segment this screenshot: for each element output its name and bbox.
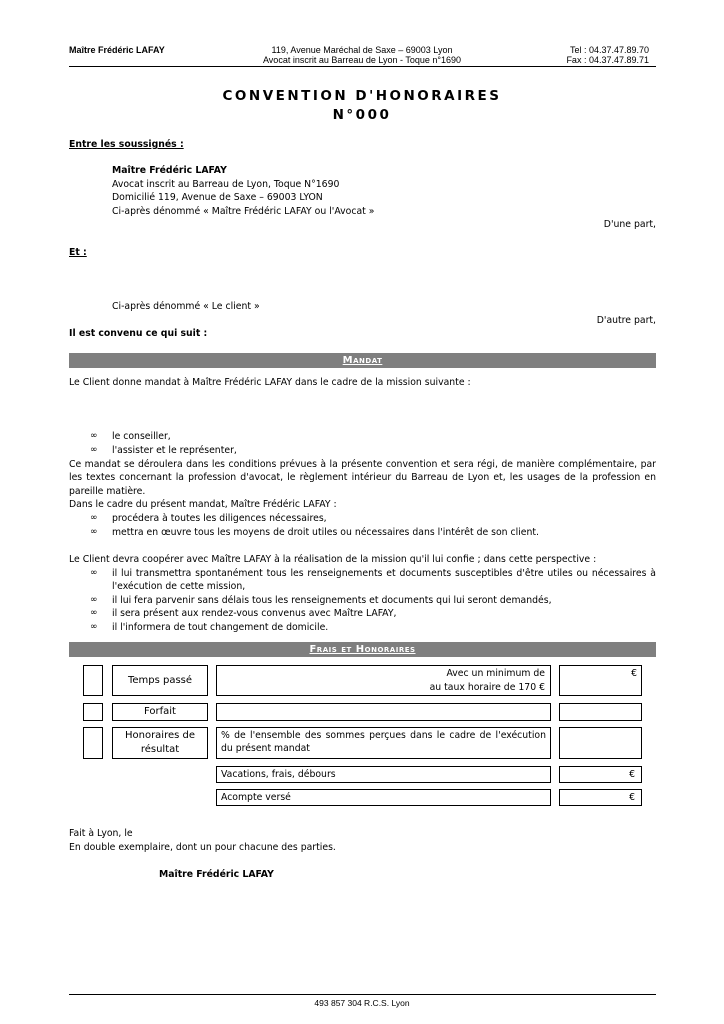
lawyer-line-1: Avocat inscrit au Barreau de Lyon, Toque N°1690 — [112, 179, 340, 190]
temps-passe-amount[interactable] — [559, 665, 642, 696]
vacations-amount[interactable] — [559, 766, 642, 783]
mandat-item: il l'informera de tout changement de domicile. — [112, 622, 329, 633]
mandat-item: il lui transmettra spontanément tous les renseignements et documents susceptibles d'être utiles ou nécessaires à l'exécution de cette mission, — [112, 568, 656, 593]
temps-passe-label: Temps passé — [112, 665, 208, 696]
header-tel: Tel : 04.37.47.89.70 — [569, 45, 649, 55]
and-label: Et : — [69, 247, 87, 258]
footer-rule — [69, 994, 656, 995]
closing-copies: En double exemplaire, dont un pour chacune des parties. — [69, 842, 336, 853]
mandat-intro: Le Client donne mandat à Maître Frédéric LAFAY dans le cadre de la mission suivante : — [69, 377, 471, 388]
bullet-icon: ∞ — [90, 595, 98, 605]
bullet-icon: ∞ — [90, 568, 98, 578]
part-one: D'une part, — [603, 219, 656, 230]
mandat-item: il lui fera parvenir sans délais tous les renseignements et documents qui lui seront demandés, — [112, 595, 552, 606]
mandat-paragraph-3: Le Client devra coopérer avec Maître LAFAY à la réalisation de la mission qu'il lui confie ; dans cette perspective : — [69, 554, 597, 565]
resultat-detail[interactable]: % de l'ensemble des sommes perçues dans le cadre de l'exécution du présent mandat — [216, 727, 551, 759]
temps-passe-checkbox[interactable] — [83, 665, 103, 696]
part-two: D'autre part, — [596, 315, 656, 326]
bullet-icon: ∞ — [90, 608, 98, 618]
footer-rcs: 493 857 304 R.C.S. Lyon — [314, 998, 410, 1008]
euro-sign: € — [629, 769, 635, 780]
acompte-label: Acompte versé — [216, 789, 551, 806]
acompte-amount[interactable] — [559, 789, 642, 806]
forfait-checkbox[interactable] — [83, 703, 103, 721]
forfait-detail[interactable] — [216, 703, 551, 721]
bullet-icon: ∞ — [90, 622, 98, 632]
header-rule — [69, 66, 656, 67]
euro-sign: € — [629, 792, 635, 803]
temps-passe-detail[interactable] — [216, 665, 551, 696]
bullet-icon: ∞ — [90, 445, 98, 455]
bullet-icon: ∞ — [90, 513, 98, 523]
resultat-label: Honoraires de résultat — [112, 727, 208, 759]
bullet-icon: ∞ — [90, 431, 98, 441]
lawyer-line-2: Domicilié 119, Avenue de Saxe – 69003 LYON — [112, 192, 323, 203]
resultat-amount[interactable] — [559, 727, 642, 759]
bullet-icon: ∞ — [90, 527, 98, 537]
agreed-line: Il est convenu ce qui suit : — [69, 328, 208, 339]
document-number: N°000 — [332, 107, 392, 123]
minimum-line-2: au taux horaire de 170 € — [429, 682, 545, 693]
mandat-item: mettra en œuvre tous les moyens de droit utiles ou nécessaires dans l'intérêt de son client. — [112, 527, 540, 538]
client-line: Ci-après dénommé « Le client » — [112, 301, 260, 312]
mandat-paragraph-2: Dans le cadre du présent mandat, Maître Frédéric LAFAY : — [69, 499, 337, 510]
document-title: CONVENTION D'HONORAIRES — [222, 88, 502, 104]
frais-heading: Frais et Honoraires — [69, 642, 656, 657]
mandat-item: procédera à toutes les diligences nécessaires, — [112, 513, 327, 524]
mandat-item: il sera présent aux rendez-vous convenus avec Maître LAFAY, — [112, 608, 397, 619]
signature-name: Maître Frédéric LAFAY — [159, 869, 274, 880]
mandat-heading: Mandat — [69, 353, 656, 368]
header-name: Maître Frédéric LAFAY — [69, 45, 165, 55]
lawyer-name: Maître Frédéric LAFAY — [112, 165, 227, 176]
euro-sign: € — [631, 668, 637, 679]
forfait-label: Forfait — [112, 703, 208, 721]
closing-place: Fait à Lyon, le — [69, 828, 133, 839]
mandat-paragraph-1: Ce mandat se déroulera dans les conditions prévues à la présente convention et sera régi, de manière complémentaire, par les textes concernant la profession d'avocat, le règlement intérieur du Barreau de Lyon et, les usages de la profession en pareille matière. — [69, 459, 656, 497]
lawyer-line-3: Ci-après dénommé « Maître Frédéric LAFAY ou l'Avocat » — [112, 206, 375, 217]
resultat-checkbox[interactable] — [83, 727, 103, 759]
header-address: 119, Avenue Maréchal de Saxe – 69003 Lyon — [271, 45, 453, 55]
header-bar-info: Avocat inscrit au Barreau de Lyon - Toque n°1690 — [262, 55, 462, 65]
header-fax: Fax : 04.37.47.89.71 — [566, 55, 649, 65]
forfait-amount[interactable] — [559, 703, 642, 721]
vacations-label: Vacations, frais, débours — [216, 766, 551, 783]
minimum-line-1: Avec un minimum de — [446, 668, 545, 679]
mandat-item: le conseiller, — [112, 431, 171, 442]
mandat-item: l'assister et le représenter, — [112, 445, 237, 456]
parties-intro: Entre les soussignés : — [69, 139, 184, 150]
